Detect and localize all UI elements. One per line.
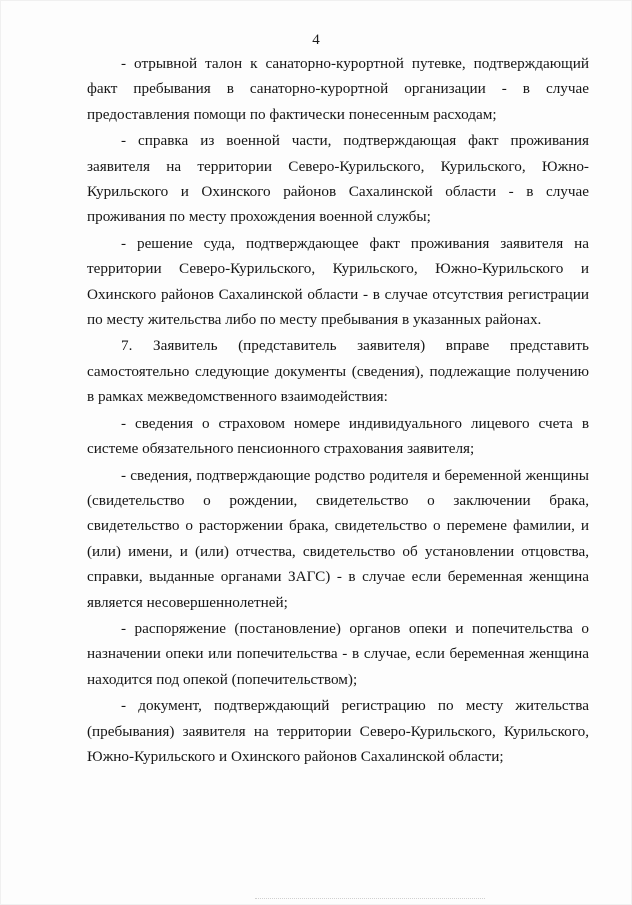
scan-edge-marks: [255, 898, 485, 902]
paragraph-insurance-number: - сведения о страховом номере индивидуального лицевого счета в системе обязательного пенсионного страхования заявителя;: [87, 414, 589, 458]
document-body: [87, 51, 589, 769]
paragraph-court-decision: - решение суда, подтверждающее факт проживания заявителя на территории Северо-Курильского, Курильского, Южно-Курильского и Охинского районов Сахалинской области - в случае отсутствия регистрации по месту жительства либо по месту пребывания в указанных районах.: [87, 234, 589, 329]
paragraph-military-certificate: - справка из военной части, подтверждающая факт проживания заявителя на территории Северо-Курильского, Курильского, Южно-Курильского и Охинского районов Сахалинской области - в случае проживания по месту прохождения военной службы;: [87, 132, 589, 226]
paragraph-item-7: 7. Заявитель (представитель заявителя) вправе представить самостоятельно следующие документы (сведения), подлежащие получению в рамках межведомственного взаимодействия:: [87, 337, 589, 406]
paragraph-sanatorium-coupon: - отрывной талон к санаторно-курортной путевке, подтверждающий факт пребывания в санаторно-курортной организации - в случае предоставления помощи по фактически понесенным расходам;: [87, 55, 589, 123]
page-number: 4: [312, 32, 320, 48]
paragraph-registration-document: - документ, подтверждающий регистрацию по месту жительства (пребывания) заявителя на территории Северо-Курильского, Курильского, Южно-Курильского и Охинского районов Сахалинской области;: [87, 697, 589, 765]
paragraph-guardianship-order: - распоряжение (постановление) органов опеки и попечительства о назначении опеки или попечительства - в случае, если беременная женщина находится под опекой (попечительством);: [87, 619, 589, 688]
paragraph-kinship-documents: - сведения, подтверждающие родство родителя и беременной женщины (свидетельство о рождении, свидетельство о заключении брака, свидетельство о расторжении брака, свидетельство о перемене фамилии, и (или) имени, и (или) отчества, свидетельство об установлении отцовства, справки, выданные органами ЗАГС) - в случае если беременная женщина является несовершеннолетней;: [87, 466, 589, 611]
